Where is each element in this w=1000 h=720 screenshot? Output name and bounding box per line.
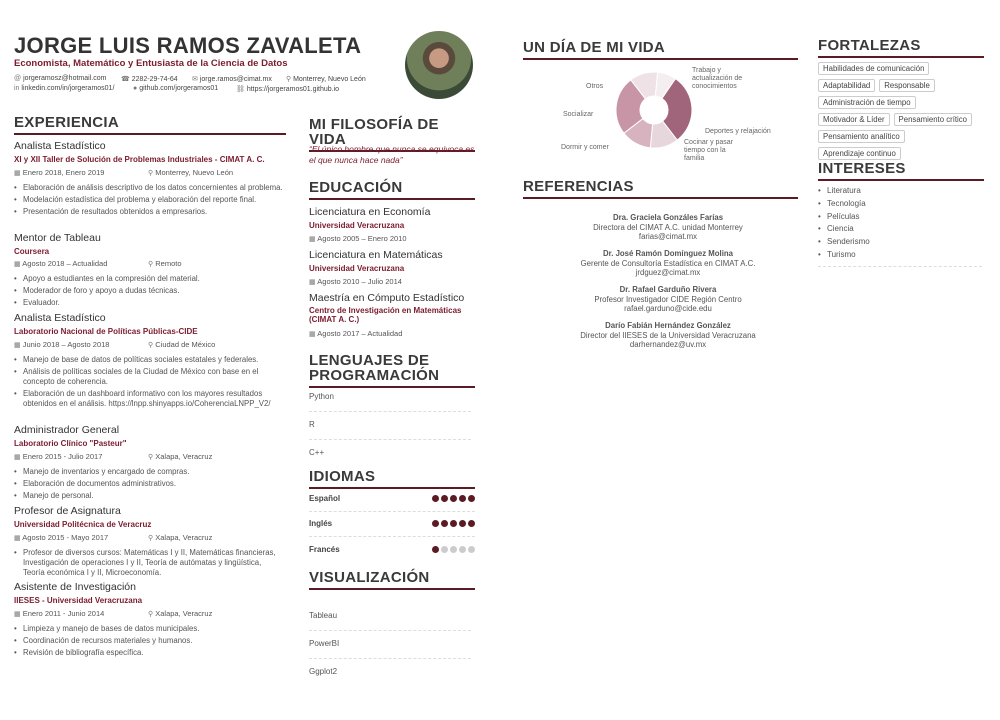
job-place: ⚲ Xalapa, Veracruz: [148, 452, 213, 461]
level-dot: [468, 495, 475, 502]
strength-tag: Habilidades de comunicación: [818, 62, 929, 75]
resume-subtitle: Economista, Matemático y Entusiasta de la Ciencia de Datos: [14, 58, 288, 69]
reference-item: [523, 321, 813, 350]
level-dot: [459, 520, 466, 527]
reference-name: Dr. Rafael Garduño Rivera: [619, 285, 717, 294]
section-references-title: REFERENCIAS: [523, 179, 798, 199]
strength-tag: Adaptabilidad: [818, 79, 875, 92]
job-org: Laboratorio Clínico "Pasteur": [14, 439, 127, 448]
reference-email[interactable]: rafael.garduno@cide.edu: [624, 304, 712, 313]
job-org: IIESES - Universidad Veracruzana: [14, 596, 143, 605]
list-item: • Evaluador.: [14, 298, 284, 308]
list-item: • Elaboración de un dashboard informativo con los mayores resultados obtenidos en el análisis. https://lnpp.shinyapps.io/CoherenciaLNPP_V2/: [14, 389, 284, 409]
section-education-title: EDUCACIÓN: [309, 180, 475, 200]
contact-github[interactable]: [133, 85, 218, 92]
language-row: [309, 519, 475, 537]
list-item: • Manejo de base de datos de políticas sociales estatales y federales.: [14, 355, 284, 365]
pie-label-social: Socializar: [563, 111, 594, 118]
job-date: ▦ Agosto 2015 - Mayo 2017: [14, 533, 109, 542]
reference-item: [523, 213, 813, 242]
list-item: • Revisión de bibliografía específica.: [14, 648, 284, 658]
github-icon: ●: [133, 85, 138, 92]
location-text: Monterrey, Nuevo León: [293, 76, 366, 83]
at-icon: @: [14, 75, 22, 82]
link-icon: ⛓: [236, 86, 245, 93]
list-item: • Moderador de foro y apoyo a dudas técnicas.: [14, 286, 284, 296]
list-item: • Profesor de diversos cursos: Matemáticas I y II, Matemáticas financieras, Investigación de operaciones I y II, Teoría de autómatas y lingüística, Teoría económica I y II, Microeconomía.: [14, 548, 284, 578]
job-date: ▦ Enero 2015 - Julio 2017: [14, 452, 103, 461]
reference-email[interactable]: farias@cimat.mx: [638, 232, 698, 241]
strength-tag: Pensamiento crítico: [894, 113, 972, 126]
strength-tags: [818, 62, 988, 160]
profile-photo: [405, 31, 473, 99]
contact-email1[interactable]: [14, 75, 106, 82]
reference-name: Darío Fabián Hernández González: [605, 321, 731, 330]
level-dot: [432, 520, 439, 527]
job-date: ▦ Enero 2018, Enero 2019: [14, 168, 105, 177]
language-level: [432, 495, 475, 502]
education-date: ▦ Agosto 2005 – Enero 2010: [309, 234, 407, 243]
section-visualization-title: VISUALIZACIÓN: [309, 570, 475, 590]
list-item: • Elaboración de análisis descriptivo de los datos concernientes al problema.: [14, 183, 284, 193]
language-row: [309, 545, 475, 562]
reference-role: Profesor Investigador CIDE Región Centro: [594, 294, 742, 304]
level-dot: [450, 495, 457, 502]
map-marker-icon: ⚲: [148, 170, 154, 177]
reference-email[interactable]: jrdguez@cimat.mx: [635, 268, 701, 277]
section-strengths-title: FORTALEZAS: [818, 38, 984, 58]
job-place: ⚲ Xalapa, Veracruz: [148, 609, 213, 618]
email2-text: jorge.ramos@cimat.mx: [199, 76, 272, 83]
job-org: Coursera: [14, 247, 50, 256]
linkedin-text: linkedin.com/in/jorgeramos01/: [21, 85, 115, 92]
philosophy-quote: “El único hombre que nunca se equivoca es el que nunca hace nada”: [309, 144, 475, 165]
job-title: Analista Estadístico: [14, 312, 106, 324]
language-row: [309, 494, 475, 512]
calendar-icon: ▦: [14, 342, 21, 349]
list-item: • Literatura: [818, 185, 982, 198]
reference-role: Gerente de Consultoría Estadística en CIMAT A.C.: [580, 258, 756, 268]
strength-tag: Motivador & Líder: [818, 113, 890, 126]
interests-list: [818, 185, 982, 267]
pie-label-work: Trabajo y actualización de conocimientos: [692, 67, 743, 90]
job-org: Universidad Politécnica de Veracruz: [14, 520, 152, 529]
calendar-icon: ▦: [14, 611, 21, 618]
reference-item: [523, 249, 813, 278]
list-item: • Tecnología: [818, 198, 982, 211]
job-org: Laboratorio Nacional de Políticas Públicas-CIDE: [14, 327, 198, 336]
phone-icon: ☎: [121, 76, 130, 83]
contact-email2[interactable]: [192, 75, 272, 83]
pie-label-cook: Cocinar y pasar tiempo con la familia: [684, 139, 734, 162]
reference-name: Dr. José Ramón Domínguez Molina: [603, 249, 733, 258]
language-level: [432, 546, 475, 553]
envelope-icon: ✉: [192, 76, 198, 83]
reference-role: Directora del CIMAT A.C. unidad Monterrey: [593, 222, 743, 232]
phone-text: 2282-29-74-64: [131, 76, 178, 83]
level-dot: [441, 495, 448, 502]
map-marker-icon: ⚲: [286, 76, 292, 83]
contact-phone: [121, 75, 178, 83]
level-dot: [441, 546, 448, 553]
website-text: https://jorgeramos01.github.io: [246, 86, 340, 93]
reference-item: [523, 285, 813, 314]
email1-text: jorgeramosz@hotmail.com: [23, 75, 107, 82]
level-dot: [468, 546, 475, 553]
job-title: Profesor de Asignatura: [14, 505, 121, 517]
level-dot: [468, 520, 475, 527]
linkedin-icon: in: [14, 85, 20, 92]
list-item: • Coordinación de recursos materiales y humanos.: [14, 636, 284, 646]
calendar-icon: ▦: [309, 279, 316, 286]
reference-name: Dra. Graciela Gonzáles Farías: [612, 213, 724, 222]
job-place: ⚲ Remoto: [148, 259, 182, 268]
pie-label-sports: Deportes y relajación: [705, 128, 771, 135]
list-item: • Ciencia: [818, 223, 982, 236]
job-date: ▦ Enero 2011 - Junio 2014: [14, 609, 105, 618]
job-place: ⚲ Monterrey, Nuevo León: [148, 168, 234, 177]
map-marker-icon: ⚲: [148, 535, 154, 542]
section-philosophy-title: MI FILOSOFÍA DE VIDA: [309, 117, 475, 152]
list-item: • Elaboración de documentos administrativos.: [14, 479, 284, 489]
strength-tag: Aprendizaje continuo: [818, 147, 901, 160]
resume-name: JORGE LUIS RAMOS ZAVALETA: [14, 33, 362, 58]
strength-tag: Responsable: [879, 79, 935, 92]
level-dot: [441, 520, 448, 527]
job-bullets: [14, 355, 284, 411]
education-title: Maestría en Cómputo Estadístico: [309, 292, 465, 304]
education-title: Licenciatura en Economía: [309, 206, 431, 218]
pie-label-sleep: Dormir y comer: [561, 144, 609, 151]
calendar-icon: ▦: [309, 331, 316, 338]
education-date: ▦ Agosto 2010 – Julio 2014: [309, 277, 402, 286]
list-item: • Apoyo a estudiantes en la compresión del material.: [14, 274, 284, 284]
job-bullets: [14, 274, 284, 310]
job-bullets: [14, 467, 284, 503]
level-dot: [450, 546, 457, 553]
language-level: [432, 520, 475, 527]
github-text: github.com/jorgeramos01: [139, 85, 219, 92]
education-title: Licenciatura en Matemáticas: [309, 249, 443, 261]
contact-location: [286, 75, 366, 83]
list-item: • Senderismo: [818, 236, 982, 249]
list-item: • Películas: [818, 211, 982, 224]
job-title: Administrador General: [14, 424, 120, 436]
calendar-icon: ▦: [14, 261, 21, 268]
section-interests-title: INTERESES: [818, 161, 984, 181]
calendar-icon: ▦: [14, 535, 21, 542]
level-dot: [432, 546, 439, 553]
list-item: • Análisis de políticas sociales de la Ciudad de México con base en el concepto de coherencia.: [14, 367, 284, 387]
job-bullets: [14, 183, 284, 219]
calendar-icon: ▦: [309, 236, 316, 243]
job-bullets: [14, 548, 284, 580]
language-name: Español: [309, 494, 341, 503]
language-name: Francés: [309, 545, 340, 554]
language-name: Inglés: [309, 519, 333, 528]
section-languages-title: IDIOMAS: [309, 469, 475, 489]
list-item: • Manejo de inventarios y encargado de compras.: [14, 467, 284, 477]
calendar-icon: ▦: [14, 170, 21, 177]
education-date: ▦ Agosto 2017 – Actualidad: [309, 329, 403, 338]
map-marker-icon: ⚲: [148, 454, 154, 461]
contact-website[interactable]: [236, 85, 339, 93]
level-dot: [459, 546, 466, 553]
list-item: Tableau: [309, 611, 471, 631]
reference-email[interactable]: darhernandez@uv.mx: [629, 340, 707, 349]
list-item: R: [309, 420, 471, 440]
pie-label-other: Otros: [586, 83, 604, 90]
section-day-title: UN DÍA DE MI VIDA: [523, 40, 798, 60]
level-dot: [432, 495, 439, 502]
job-org: XI y XII Taller de Solución de Problemas Industriales - CIMAT A. C.: [14, 155, 265, 164]
education-org: Universidad Veracruzana: [309, 221, 405, 230]
section-programming-title: LENGUAJES DE PROGRAMACIÓN: [309, 353, 475, 388]
list-item: • Turismo: [818, 249, 982, 262]
job-place: ⚲ Ciudad de México: [148, 340, 216, 349]
list-item: Ggplot2: [309, 667, 338, 676]
list-item: • Limpieza y manejo de bases de datos municipales.: [14, 624, 284, 634]
list-item: PowerBI: [309, 639, 471, 659]
map-marker-icon: ⚲: [148, 261, 154, 268]
calendar-icon: ▦: [14, 454, 21, 461]
job-bullets: [14, 624, 284, 660]
education-org: Centro de Investigación en Matemáticas (CIMAT A. C.): [309, 306, 462, 324]
list-item: • Manejo de personal.: [14, 491, 284, 501]
map-marker-icon: ⚲: [148, 611, 154, 618]
list-item: Python: [309, 392, 471, 412]
job-title: Mentor de Tableau: [14, 232, 101, 244]
section-experience-title: EXPERIENCIA: [14, 115, 286, 135]
reference-role: Director del IIESES de la Universidad Veracruzana: [580, 330, 756, 340]
job-title: Analista Estadístico: [14, 140, 106, 152]
map-marker-icon: ⚲: [148, 342, 154, 349]
strength-tag: Pensamiento analítico: [818, 130, 905, 143]
contact-linkedin[interactable]: [14, 85, 114, 92]
job-title: Asistente de Investigación: [14, 581, 136, 593]
job-date: ▦ Agosto 2018 – Actualidad: [14, 259, 108, 268]
job-date: ▦ Junio 2018 – Agosto 2018: [14, 340, 110, 349]
list-item: • Modelación estadística del problema y elaboración del reporte final.: [14, 195, 284, 205]
level-dot: [459, 495, 466, 502]
list-item: • Presentación de resultados obtenidos a empresarios.: [14, 207, 284, 217]
education-org: Universidad Veracruzana: [309, 264, 405, 273]
list-item: C++: [309, 448, 325, 457]
level-dot: [450, 520, 457, 527]
job-place: ⚲ Xalapa, Veracruz: [148, 533, 213, 542]
strength-tag: Administración de tiempo: [818, 96, 916, 109]
